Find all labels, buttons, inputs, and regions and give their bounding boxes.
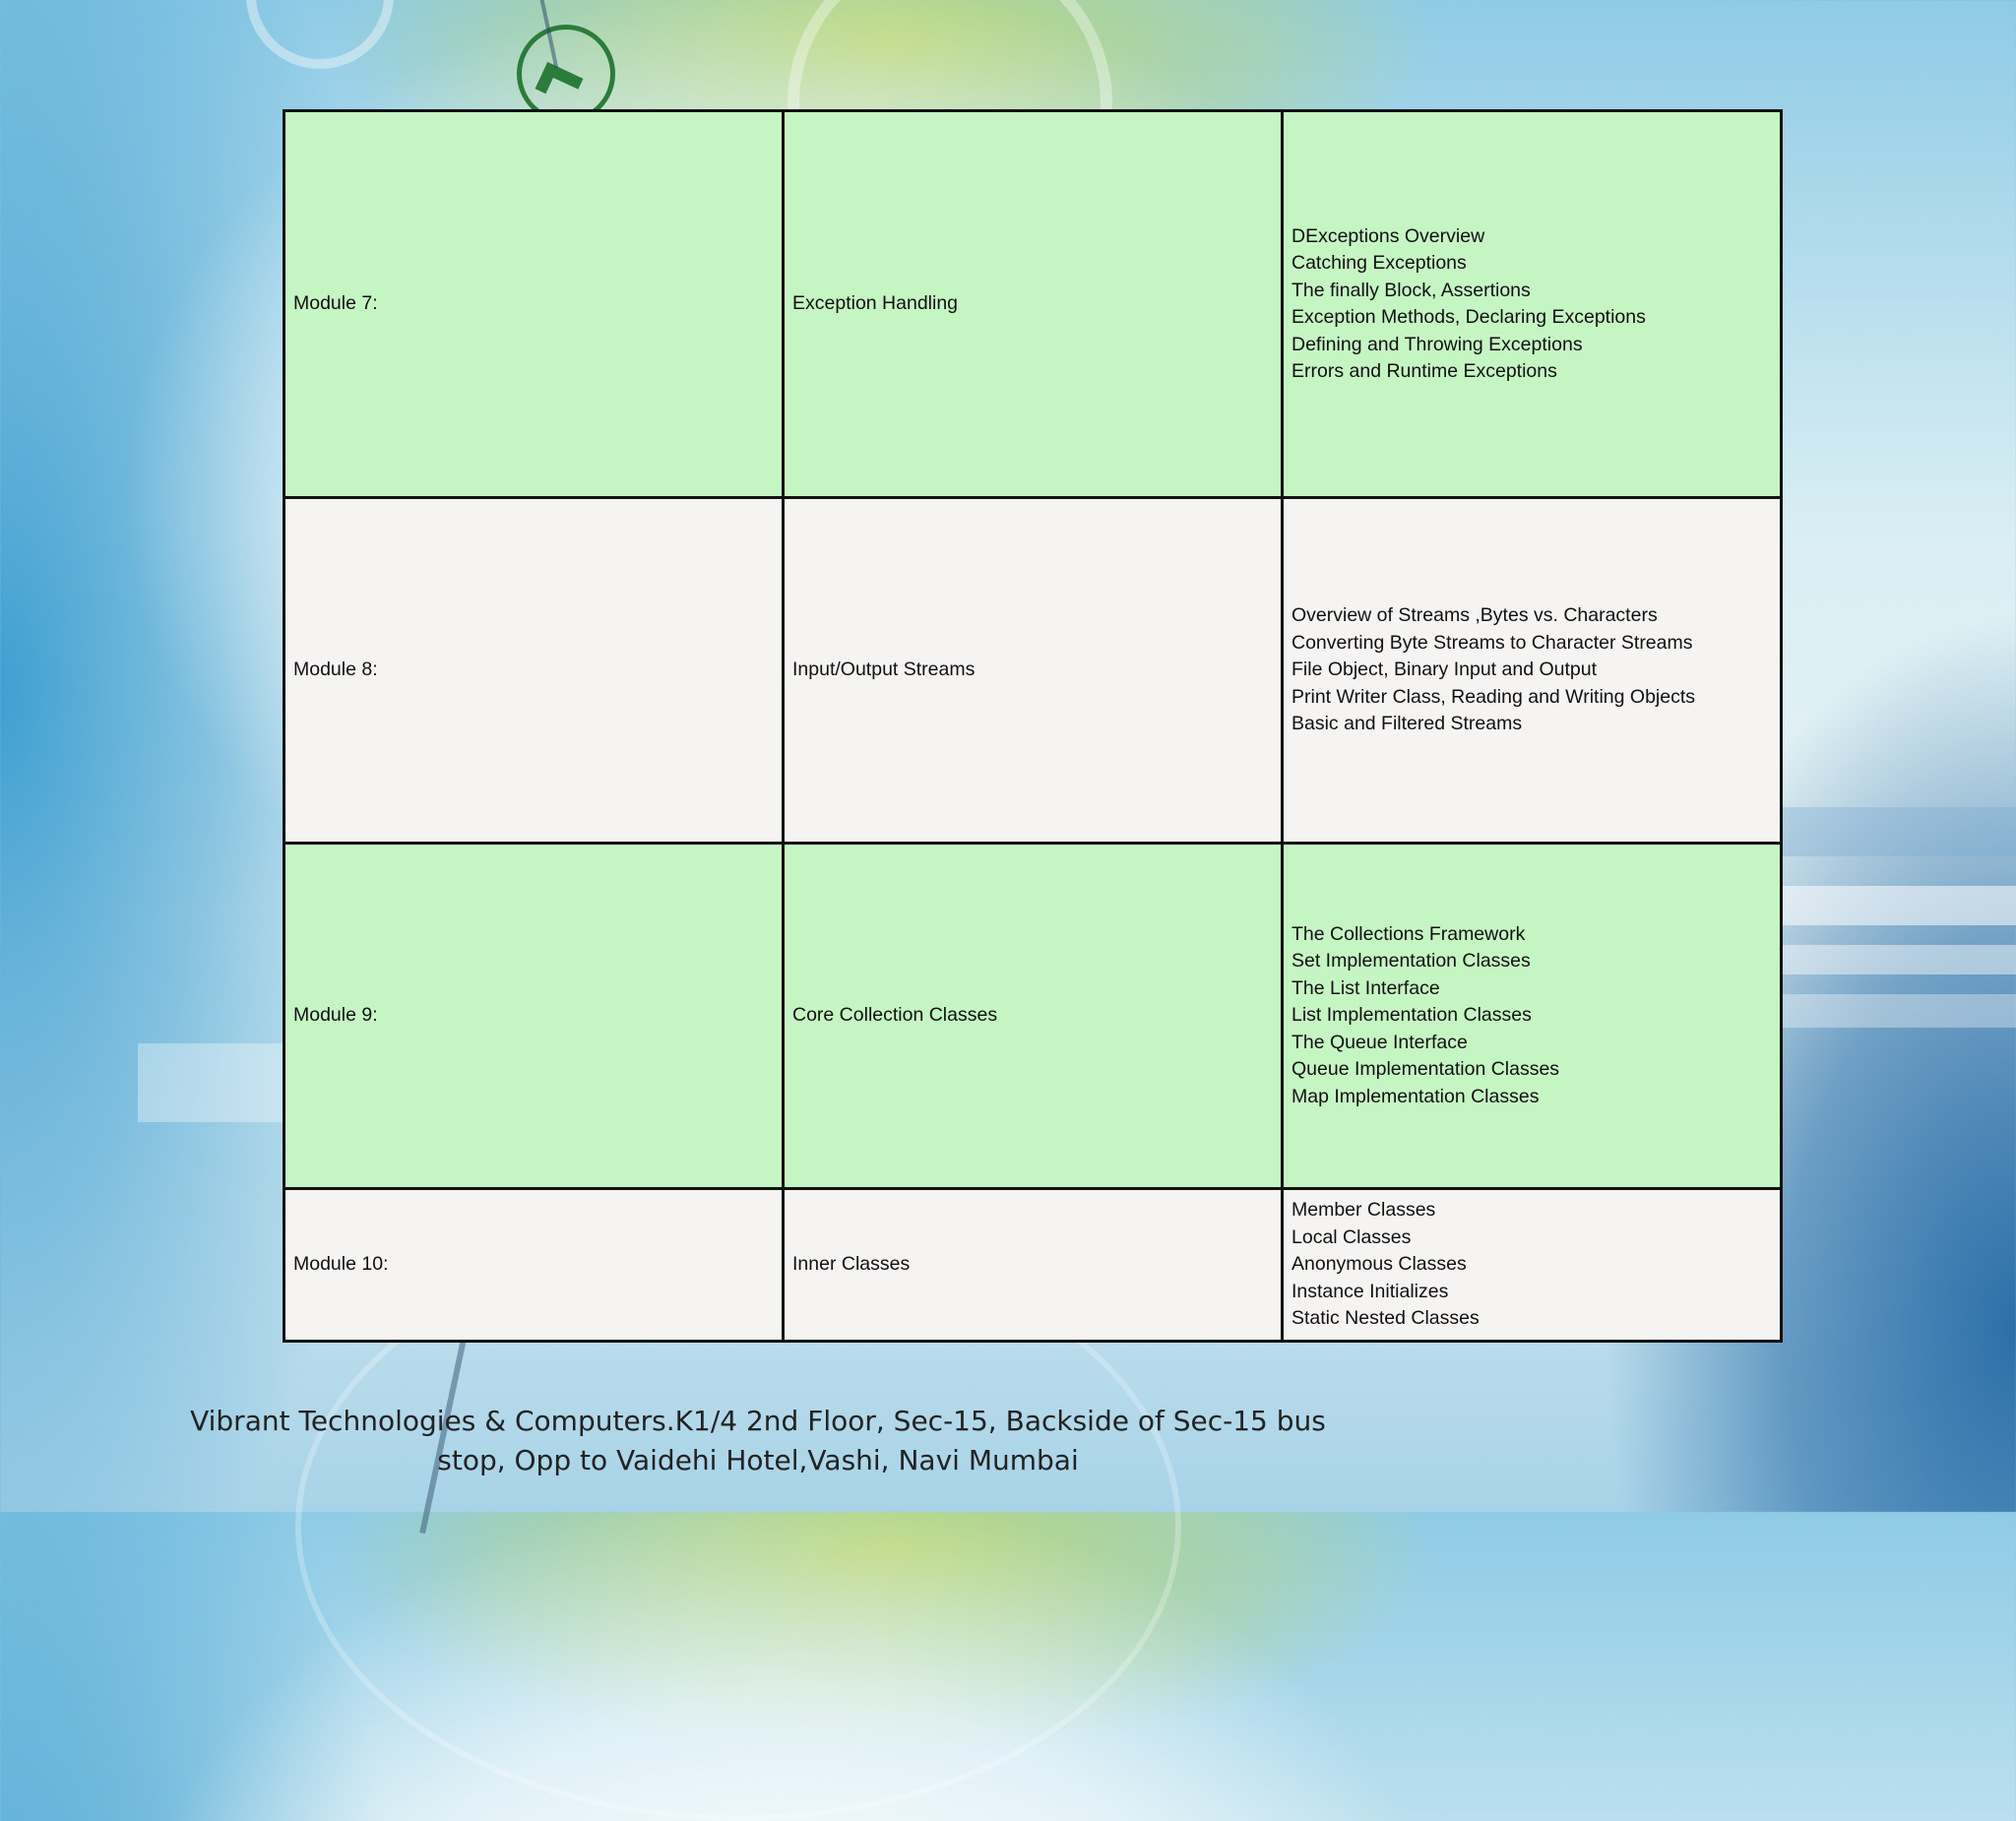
background-line-decoration: [538, 0, 559, 69]
topic-item: The finally Block, Assertions: [1292, 279, 1531, 301]
topic-item: List Implementation Classes: [1292, 1004, 1532, 1027]
topic-item: Anonymous Classes: [1292, 1253, 1467, 1276]
topic-item: Map Implementation Classes: [1292, 1085, 1540, 1107]
logo-check-icon: [536, 62, 584, 105]
topic-item: The List Interface: [1292, 976, 1440, 999]
module-title-cell: Input/Output Streams: [784, 498, 1283, 844]
footer-address-line-1: Vibrant Technologies & Computers.K1/4 2nd Floor, Sec-15, Backside of Sec-15 bus: [190, 1405, 1326, 1437]
module-topics-cell: [1283, 498, 1782, 844]
footer-address-line-2: stop, Opp to Vaidehi Hotel,Vashi, Navi Mumbai: [437, 1444, 1079, 1476]
module-number-cell: Module 10:: [284, 1189, 784, 1342]
module-number-cell: Module 8:: [284, 498, 784, 844]
logo-ring-icon: [517, 25, 615, 123]
background-bar-decoration: [1752, 886, 2016, 925]
table-row: [284, 844, 1782, 1189]
module-topics-cell: [1283, 1189, 1782, 1342]
topic-item: Local Classes: [1292, 1225, 1412, 1248]
background-bar-decoration: [1772, 945, 2016, 974]
topic-list: [1292, 921, 1772, 1111]
topic-item: The Collections Framework: [1292, 922, 1526, 945]
background-bar-decoration: [1782, 994, 2016, 1028]
module-number-cell: Module 9:: [284, 844, 784, 1189]
topic-item: Instance Initializes: [1292, 1280, 1449, 1302]
footer-address: [138, 1402, 1378, 1480]
module-title-cell: Core Collection Classes: [784, 844, 1283, 1189]
module-title-cell: Exception Handling: [784, 111, 1283, 498]
syllabus-table: [283, 109, 1783, 1343]
table-row: [284, 1189, 1782, 1342]
topic-item: DExceptions Overview: [1292, 224, 1485, 247]
background-ring-decoration: [246, 0, 394, 69]
module-topics-cell: [1283, 111, 1782, 498]
topic-item: Member Classes: [1292, 1199, 1436, 1222]
module-topics-cell: [1283, 844, 1782, 1189]
topic-item: Defining and Throwing Exceptions: [1292, 333, 1583, 355]
topic-item: Static Nested Classes: [1292, 1307, 1480, 1330]
topic-item: Set Implementation Classes: [1292, 950, 1531, 973]
topic-item: Queue Implementation Classes: [1292, 1058, 1560, 1081]
topic-item: Print Writer Class, Reading and Writing Objects: [1292, 685, 1696, 708]
topic-item: Converting Byte Streams to Character Streams: [1292, 631, 1693, 654]
topic-item: Catching Exceptions: [1292, 252, 1467, 274]
module-title-cell: Inner Classes: [784, 1189, 1283, 1342]
topic-item: The Queue Interface: [1292, 1031, 1468, 1053]
table-row: [284, 498, 1782, 844]
topic-item: Overview of Streams ,Bytes vs. Characters: [1292, 604, 1658, 627]
topic-list: [1292, 602, 1772, 738]
topic-item: Errors and Runtime Exceptions: [1292, 360, 1557, 382]
topic-list: [1292, 1197, 1772, 1333]
table-row: [284, 111, 1782, 498]
topic-item: Basic and Filtered Streams: [1292, 713, 1523, 735]
module-number-cell: Module 7:: [284, 111, 784, 498]
topic-item: Exception Methods, Declaring Exceptions: [1292, 306, 1646, 328]
topic-item: File Object, Binary Input and Output: [1292, 659, 1598, 681]
topic-list: [1292, 223, 1772, 386]
